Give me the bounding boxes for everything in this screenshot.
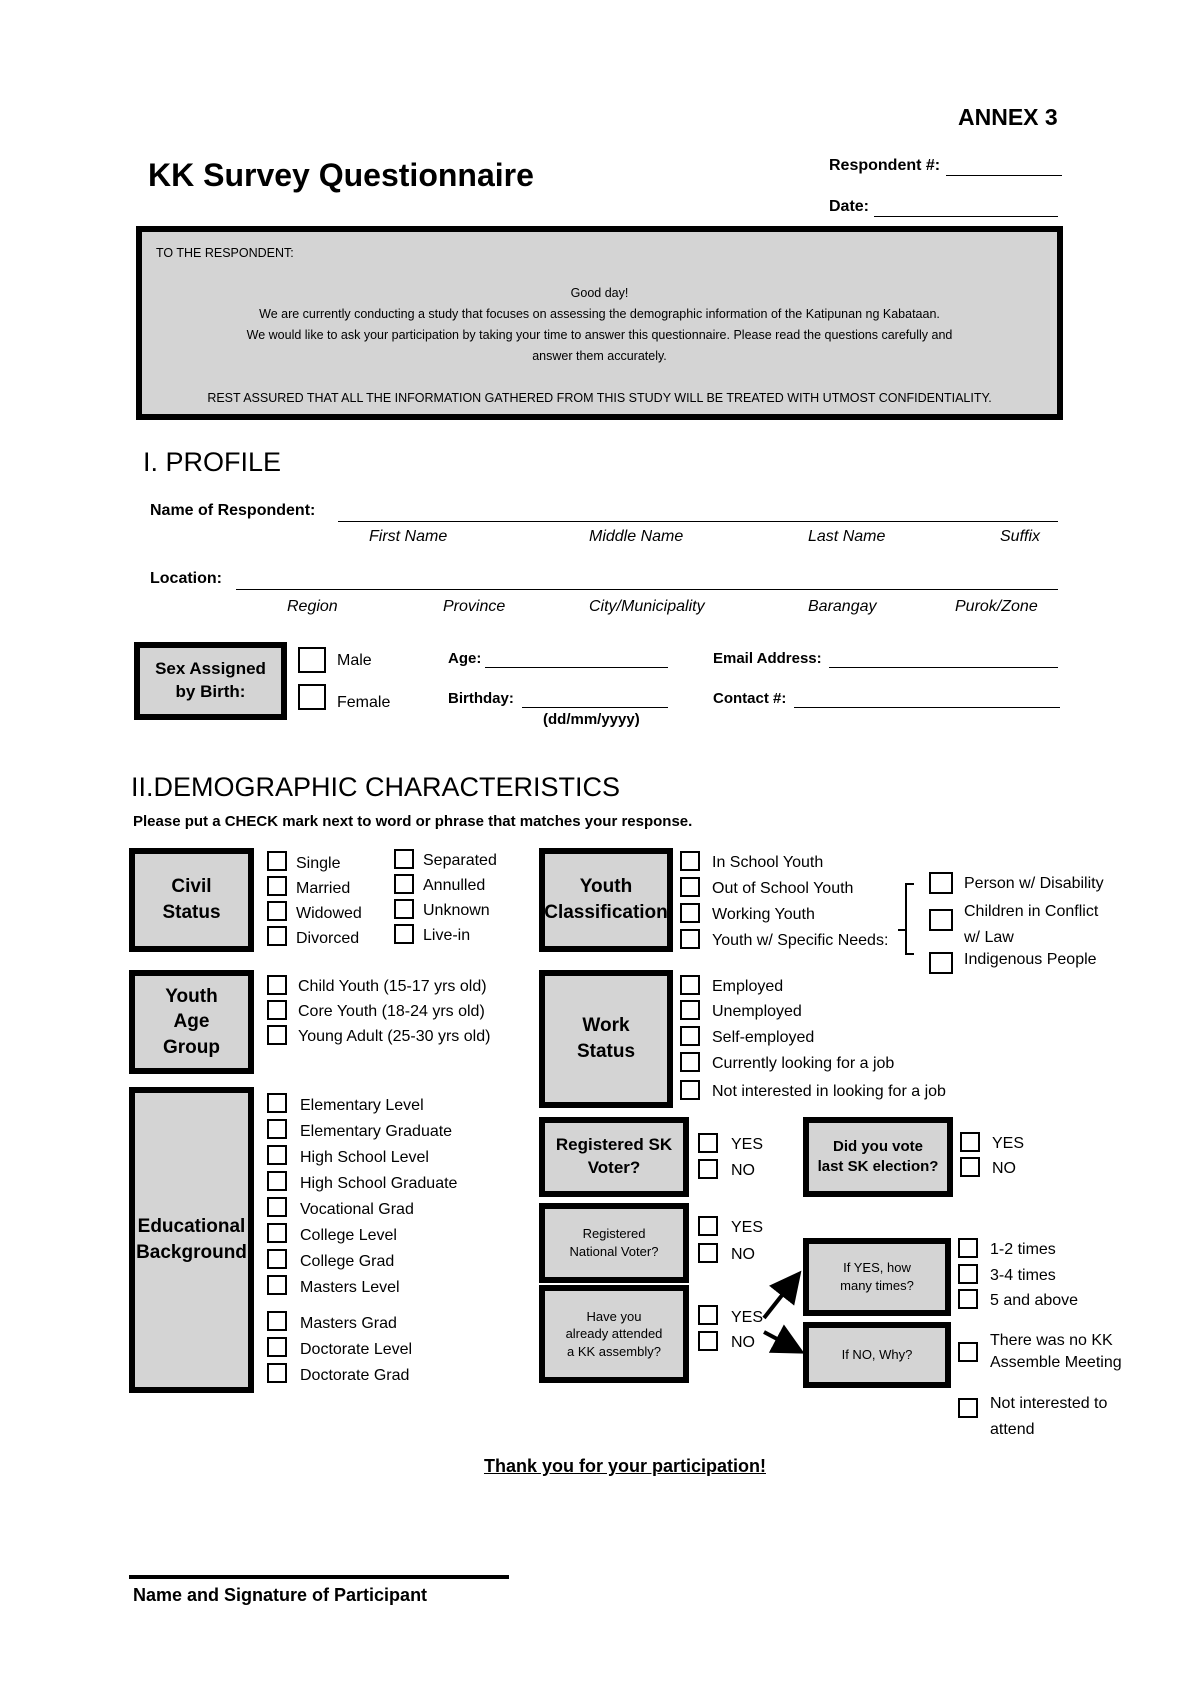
region-caption: Region: [287, 598, 338, 615]
national-voter-label: Registered National Voter?: [569, 1226, 659, 1259]
signature-line[interactable]: [129, 1575, 509, 1579]
live-in-checkbox[interactable]: [394, 924, 414, 944]
educational-background-box: [129, 1087, 254, 1393]
times-1-2-checkbox[interactable]: [958, 1238, 978, 1258]
unknown-label: Unknown: [423, 902, 490, 919]
civil-status-box: [129, 848, 254, 952]
contact-label: Contact #:: [713, 690, 787, 707]
high-school-graduate-checkbox[interactable]: [267, 1171, 287, 1191]
children-conflict-label: Children in Conflict w/ Law: [964, 903, 1099, 946]
city-caption: City/Municipality: [589, 598, 705, 615]
high-school-graduate-label: High School Graduate: [300, 1175, 458, 1192]
sk-voter-yes-label: YES: [731, 1136, 764, 1153]
doctorate-grad-label: Doctorate Grad: [300, 1367, 410, 1384]
voted-last-box: [803, 1117, 953, 1197]
sk-voter-yes-checkbox[interactable]: [698, 1133, 718, 1153]
national-voter-yes-checkbox[interactable]: [698, 1216, 718, 1236]
high-school-level-checkbox[interactable]: [267, 1145, 287, 1165]
respondent-notice-box: [136, 226, 1063, 420]
core-youth-label: Core Youth (18-24 yrs old): [298, 1003, 485, 1020]
times-5-above-label: 5 and above: [990, 1292, 1079, 1309]
self-employed-checkbox[interactable]: [680, 1026, 700, 1046]
kk-assembly-label: Have you already attended a KK assembly?: [565, 1308, 663, 1359]
not-interested-job-checkbox[interactable]: [680, 1080, 700, 1100]
birthday-label: Birthday:: [448, 690, 514, 707]
single-checkbox[interactable]: [267, 851, 287, 871]
national-voter-box: [539, 1203, 689, 1283]
email-line[interactable]: [829, 667, 1058, 668]
employed-label: Employed: [712, 978, 784, 995]
location-label: Location:: [150, 570, 222, 587]
educational-background-label: Educational Background: [136, 1216, 247, 1263]
elementary-graduate-label: Elementary Graduate: [300, 1123, 453, 1140]
civil-status-label: Civil Status: [162, 876, 221, 923]
kk-assembly-box: [539, 1285, 689, 1383]
out-of-school-youth-label: Out of School Youth: [712, 880, 854, 897]
profile-heading: I. PROFILE: [143, 447, 282, 477]
college-grad-label: College Grad: [300, 1253, 395, 1270]
unemployed-checkbox[interactable]: [680, 1000, 700, 1020]
kk-assembly-yes-checkbox[interactable]: [698, 1305, 718, 1325]
live-in-label: Live-in: [423, 927, 471, 944]
times-5-above-checkbox[interactable]: [958, 1289, 978, 1309]
elementary-level-checkbox[interactable]: [267, 1093, 287, 1113]
working-youth-checkbox[interactable]: [680, 903, 700, 923]
out-of-school-youth-checkbox[interactable]: [680, 877, 700, 897]
middle-name-caption: Middle Name: [589, 528, 684, 545]
suffix-caption: Suffix: [1000, 528, 1041, 545]
specific-needs-bracket: [896, 872, 926, 966]
sk-voter-no-label: NO: [731, 1162, 755, 1179]
married-checkbox[interactable]: [267, 876, 287, 896]
elementary-graduate-checkbox[interactable]: [267, 1119, 287, 1139]
indigenous-checkbox[interactable]: [929, 952, 953, 974]
single-label: Single: [296, 855, 341, 872]
national-voter-no-checkbox[interactable]: [698, 1243, 718, 1263]
child-youth-checkbox[interactable]: [267, 975, 287, 995]
thank-you-text: Thank you for your participation!: [483, 1456, 766, 1476]
birthday-format: (dd/mm/yyyy): [543, 711, 640, 728]
doctorate-level-label: Doctorate Level: [300, 1341, 413, 1358]
date-label: Date:: [829, 198, 870, 215]
working-youth-label: Working Youth: [712, 906, 815, 923]
employed-checkbox[interactable]: [680, 975, 700, 995]
name-line[interactable]: [338, 521, 1058, 522]
contact-line[interactable]: [794, 707, 1060, 708]
respondent-number-label: Respondent #:: [829, 157, 941, 174]
college-grad-checkbox[interactable]: [267, 1249, 287, 1269]
looking-for-job-label: Currently looking for a job: [712, 1055, 895, 1072]
vocational-grad-checkbox[interactable]: [267, 1197, 287, 1217]
voted-last-yes-checkbox[interactable]: [960, 1132, 980, 1152]
voted-last-no-checkbox[interactable]: [960, 1157, 980, 1177]
children-conflict-checkbox[interactable]: [929, 909, 953, 931]
sk-voter-box: [539, 1117, 689, 1197]
self-employed-label: Self-employed: [712, 1029, 815, 1046]
check-instruction: Please put a CHECK mark next to word or phrase that matches your response.: [133, 813, 693, 830]
no-meeting-checkbox[interactable]: [958, 1342, 978, 1362]
not-interested-attend-checkbox[interactable]: [958, 1398, 978, 1418]
location-line[interactable]: [236, 589, 1058, 590]
why-not-box: [803, 1322, 951, 1388]
youth-classification-label: Youth Classification: [544, 876, 668, 923]
date-line[interactable]: [874, 216, 1058, 217]
college-level-label: College Level: [300, 1227, 397, 1244]
masters-grad-label: Masters Grad: [300, 1315, 397, 1332]
annulled-label: Annulled: [423, 877, 486, 894]
kk-assembly-no-checkbox[interactable]: [698, 1331, 718, 1351]
college-level-checkbox[interactable]: [267, 1223, 287, 1243]
work-status-box: [539, 970, 673, 1108]
youth-age-group-label: Youth Age Group: [163, 985, 220, 1058]
child-youth-label: Child Youth (15-17 yrs old): [298, 978, 487, 995]
vocational-grad-label: Vocational Grad: [300, 1201, 414, 1218]
kk-assembly-yes-label: YES: [731, 1309, 764, 1326]
how-many-times-label: If YES, how many times?: [840, 1260, 914, 1293]
in-school-youth-label: In School Youth: [712, 854, 824, 871]
respondent-number-line[interactable]: [946, 175, 1062, 176]
times-3-4-label: 3-4 times: [990, 1267, 1056, 1284]
notice-line-1: We are currently conducting a study that focuses on assessing the demographic information of the Katipunan ng Kabataan.: [259, 307, 940, 321]
annex-label: ANNEX 3: [958, 104, 1058, 130]
demographic-heading: II.DEMOGRAPHIC CHARACTERISTICS: [131, 772, 621, 802]
doctorate-level-checkbox[interactable]: [267, 1337, 287, 1357]
notice-heading: TO THE RESPONDENT:: [156, 246, 294, 260]
age-label: Age:: [448, 650, 482, 667]
national-voter-no-label: NO: [731, 1246, 755, 1263]
male-checkbox[interactable]: [298, 647, 326, 673]
national-voter-yes-label: YES: [731, 1219, 764, 1236]
widowed-label: Widowed: [296, 905, 362, 922]
last-name-caption: Last Name: [808, 528, 886, 545]
separated-checkbox[interactable]: [394, 849, 414, 869]
birthday-line[interactable]: [522, 707, 668, 708]
unemployed-label: Unemployed: [712, 1003, 802, 1020]
barangay-caption: Barangay: [808, 598, 877, 615]
why-not-label: If NO, Why?: [841, 1347, 913, 1363]
disability-label: Person w/ Disability: [964, 875, 1104, 892]
elementary-level-label: Elementary Level: [300, 1097, 424, 1114]
masters-level-label: Masters Level: [300, 1279, 400, 1296]
page-title: KK Survey Questionnaire: [148, 157, 534, 193]
unknown-checkbox[interactable]: [394, 899, 414, 919]
young-adult-checkbox[interactable]: [267, 1025, 287, 1045]
annulled-checkbox[interactable]: [394, 874, 414, 894]
notice-greeting: Good day!: [570, 286, 629, 300]
married-label: Married: [296, 880, 351, 897]
times-1-2-label: 1-2 times: [990, 1241, 1056, 1258]
high-school-level-label: High School Level: [300, 1149, 429, 1166]
female-checkbox[interactable]: [298, 684, 326, 710]
in-school-youth-checkbox[interactable]: [680, 851, 700, 871]
youth-classification-box: [539, 848, 673, 952]
name-label: Name of Respondent:: [150, 502, 316, 519]
work-status-label: Work Status: [576, 1015, 636, 1062]
masters-grad-checkbox[interactable]: [267, 1311, 287, 1331]
separated-label: Separated: [423, 852, 497, 869]
voted-last-yes-label: YES: [992, 1135, 1025, 1152]
specific-needs-checkbox[interactable]: [680, 929, 700, 949]
signature-label: Name and Signature of Participant: [133, 1585, 428, 1605]
sex-assigned-box: [134, 642, 287, 720]
how-many-times-box: [803, 1238, 951, 1316]
voted-last-label: Did you vote last SK election?: [817, 1137, 939, 1175]
indigenous-label: Indigenous People: [964, 951, 1097, 968]
no-meeting-label: There was no KK Assemble Meeting: [990, 1332, 1122, 1371]
widowed-checkbox[interactable]: [267, 901, 287, 921]
divorced-checkbox[interactable]: [267, 926, 287, 946]
times-3-4-checkbox[interactable]: [958, 1264, 978, 1284]
specific-needs-label: Youth w/ Specific Needs:: [712, 932, 889, 949]
young-adult-label: Young Adult (25-30 yrs old): [298, 1028, 491, 1045]
kk-assembly-no-label: NO: [731, 1334, 755, 1351]
core-youth-checkbox[interactable]: [267, 1000, 287, 1020]
purok-caption: Purok/Zone: [955, 598, 1038, 615]
sk-voter-no-checkbox[interactable]: [698, 1159, 718, 1179]
looking-for-job-checkbox[interactable]: [680, 1052, 700, 1072]
notice-line-3: answer them accurately.: [532, 349, 667, 363]
notice-confidential: REST ASSURED THAT ALL THE INFORMATION GATHERED FROM THIS STUDY WILL BE TREATED WITH UTMOST CONFIDENTIALITY.: [207, 391, 992, 405]
province-caption: Province: [443, 598, 506, 615]
divorced-label: Divorced: [296, 930, 360, 947]
youth-age-group-box: [129, 970, 254, 1074]
not-interested-job-label: Not interested in looking for a job: [712, 1083, 946, 1100]
first-name-caption: First Name: [369, 528, 448, 545]
masters-level-checkbox[interactable]: [267, 1275, 287, 1295]
doctorate-grad-checkbox[interactable]: [267, 1363, 287, 1383]
voted-last-no-label: NO: [992, 1160, 1016, 1177]
age-line[interactable]: [485, 667, 668, 668]
not-interested-attend-label: Not interested to attend: [990, 1395, 1108, 1438]
sk-voter-label: Registered SK Voter?: [555, 1135, 673, 1177]
notice-line-2: We would like to ask your participation by taking your time to answer this questionnaire. Please read the questions carefully and: [246, 328, 953, 342]
disability-checkbox[interactable]: [929, 872, 953, 894]
male-label: Male: [337, 652, 372, 669]
female-label: Female: [337, 694, 391, 711]
email-label: Email Address:: [713, 650, 822, 667]
sex-assigned-label: Sex Assigned by Birth:: [155, 659, 266, 701]
